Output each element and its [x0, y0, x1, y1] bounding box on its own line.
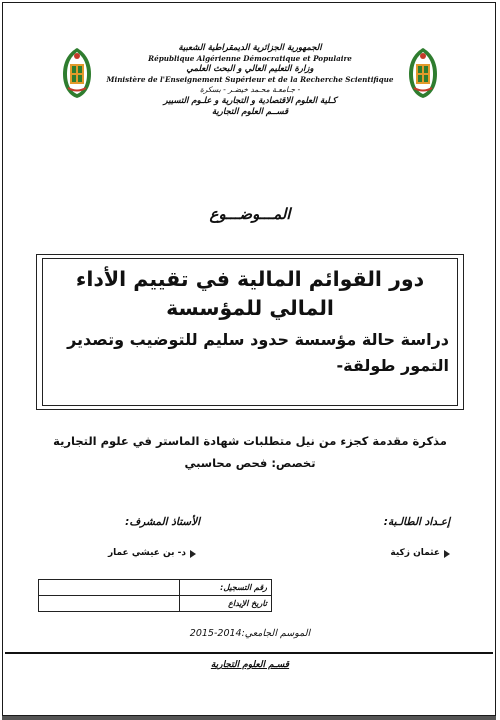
header-ministry-ar: وزارة التعليم العالي و البحث العلمي [186, 64, 314, 74]
university-logo-left-icon [60, 46, 94, 100]
deposit-date-value [39, 596, 180, 611]
student-label: إعـداد الطالـبة: [383, 516, 450, 528]
title-box [42, 258, 458, 406]
registration-number-label: رقم التسجيل: [220, 583, 267, 592]
registration-row [39, 580, 271, 596]
registration-row [39, 596, 271, 611]
supervisor-name: د- بن عيشي عمار [107, 548, 186, 558]
bullet-triangle-icon [190, 550, 196, 558]
subject-label: المـــوضـــوع [209, 205, 291, 223]
footer-divider [5, 652, 493, 654]
header-faculty-ar: كـلية العلوم الاقتصادية و التجارية و علـوم التسيير [163, 96, 337, 106]
header-university-ar: جـامعـة محـمد خيضـر - بسكرة - [199, 85, 301, 94]
bottom-border [2, 716, 496, 720]
footer-department: قسـم العلوم التجارية [210, 660, 290, 670]
supervisor-label: الأستاذ المشرف: [125, 516, 200, 528]
university-logo-right-icon [406, 46, 440, 100]
header-ministry-fr: Ministère de l'Enseignement Supérieur et de la Recherche Scientifique [106, 75, 394, 84]
thesis-subtitle: دراسة حالة مؤسسة حدود سليم للتوضيب وتصدير التمور طولقة- [67, 330, 449, 375]
bullet-triangle-icon [444, 550, 450, 558]
header-republic-fr: République Algérienne Démocratique et Populaire [148, 54, 352, 63]
memo-description: مذكرة مقدمة كجزء من نيل متطلبات شهادة الماستر في علوم التجارية [53, 434, 447, 448]
academic-season: الموسم الجامعي:2014-2015 [189, 628, 311, 639]
registration-table [38, 579, 272, 612]
registration-number-value [39, 580, 180, 595]
header-department-ar: قســم العلوم التجارية [211, 107, 289, 117]
memo-specialty: تخصص: فحص محاسبي [184, 456, 316, 470]
header-republic-ar: الجمهورية الجزائرية الديمقراطية الشعبية [178, 43, 322, 53]
deposit-date-label: تاريخ الإيداع [228, 599, 267, 608]
thesis-title: دور القوائم المالية في تقييم الأداء المالي للمؤسسة [75, 267, 425, 320]
student-name: عثمان زكية [390, 548, 440, 558]
